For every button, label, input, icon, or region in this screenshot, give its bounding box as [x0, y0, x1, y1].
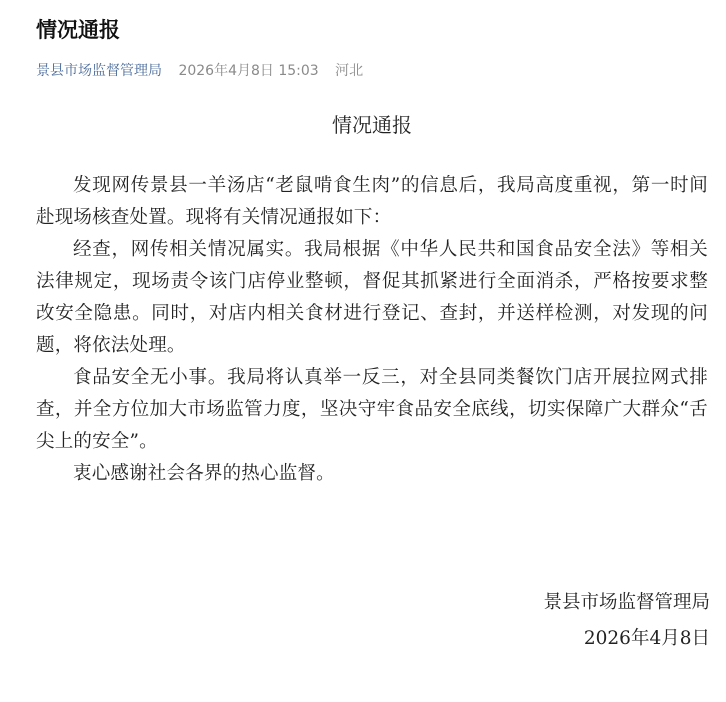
document-signature: [543, 585, 710, 657]
publisher-link[interactable]: 景县市场监督管理局: [36, 63, 162, 79]
paragraph-2: 经查，网传相关情况属实。我局根据《中华人民共和国食品安全法》等相关法律规定，现场责令该门店停业整顿，督促其抓紧进行全面消杀，严格按要求整改安全隐患。同时，对店内相关食材进行登记、查封，并送样检测，对发现的问题，将依法处理。: [36, 239, 708, 356]
paragraph-1: 发现网传景县一羊汤店“老鼠啃食生肉”的信息后，我局高度重视，第一时间赴现场核查处置。现将有关情况通报如下：: [36, 175, 708, 228]
signature-date: 2026年4月8日: [583, 628, 710, 649]
publish-datetime: 2026年4月8日 15:03: [178, 63, 319, 79]
article-title: 情况通报: [36, 18, 120, 42]
article-meta: [36, 60, 375, 80]
document-heading: 情况通报: [332, 113, 412, 137]
signature-authority: 景县市场监督管理局: [543, 592, 710, 613]
paragraph-3: 食品安全无小事。我局将认真举一反三，对全县同类餐饮门店开展拉网式排查，并全方位加大市场监管力度，坚决守牢食品安全底线，切实保障广大群众“舌尖上的安全”。: [36, 367, 708, 452]
notice-document: [36, 110, 708, 490]
paragraph-4: 衷心感谢社会各界的热心监督。: [73, 463, 335, 484]
publish-location: 河北: [335, 63, 364, 79]
